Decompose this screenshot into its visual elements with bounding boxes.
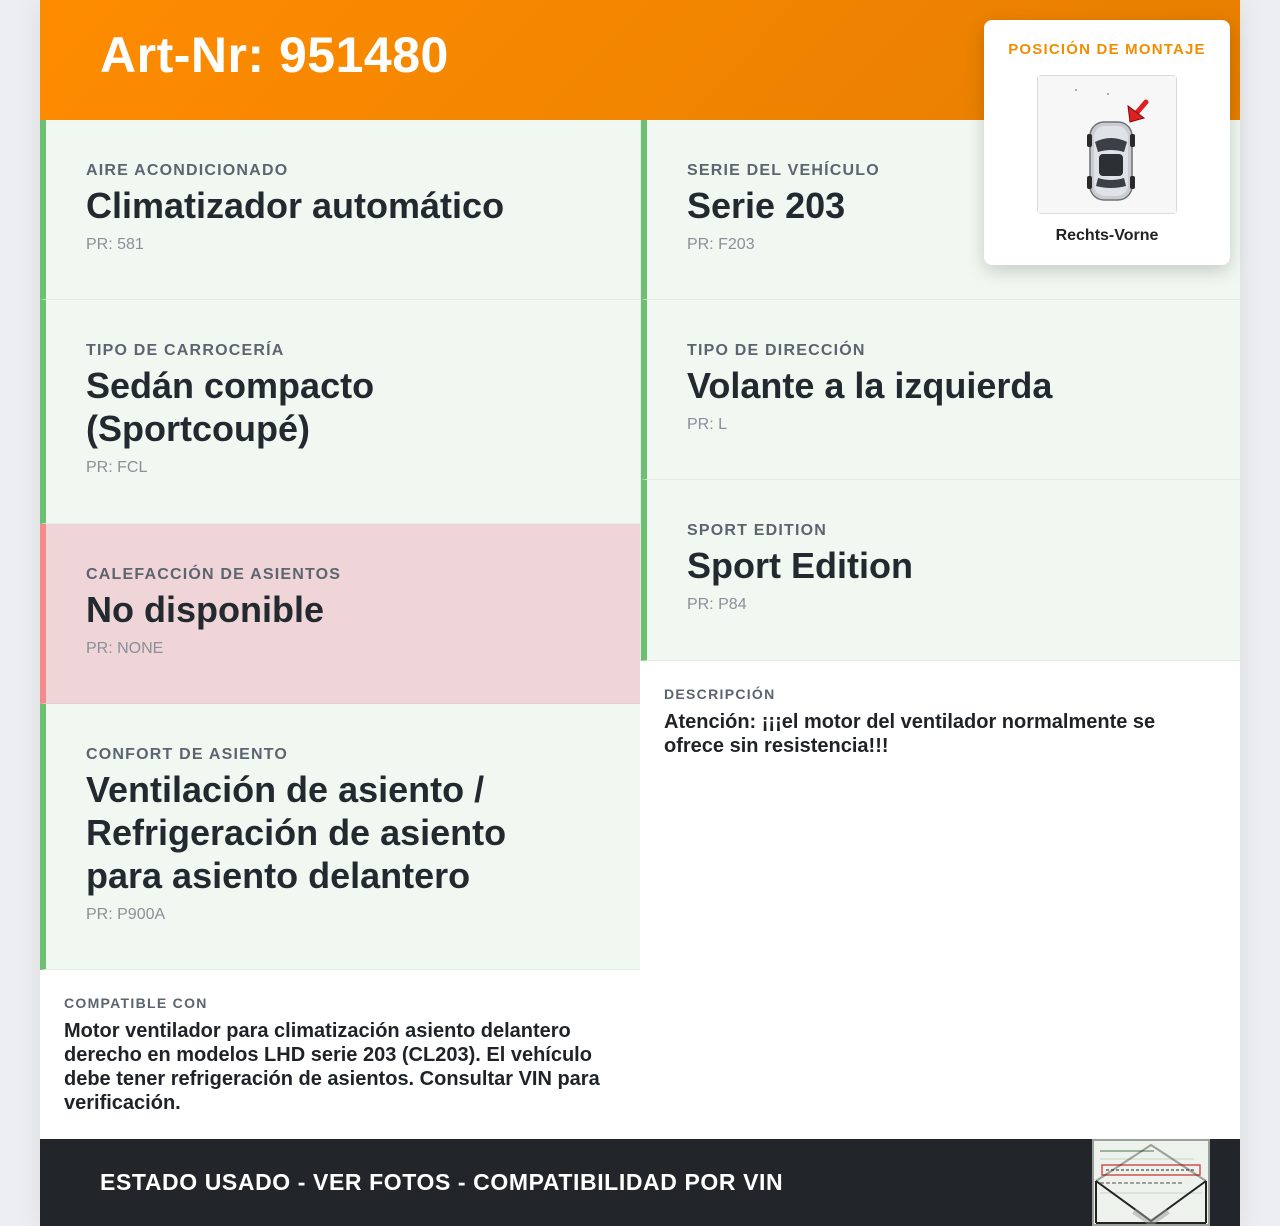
attr-pr-code: PR: NONE — [86, 640, 164, 657]
attr-label: CALEFACCIÓN DE ASIENTOS — [86, 566, 342, 583]
attr-confort-asiento — [40, 704, 640, 970]
footer-bar — [40, 1139, 1240, 1226]
attr-pr-code: PR: 581 — [86, 236, 144, 253]
attr-label: SPORT EDITION — [687, 522, 828, 539]
attr-sport-edition — [641, 480, 1240, 661]
attr-pr-code: PR: L — [687, 416, 728, 433]
attr-label: AIRE ACONDICIONADO — [86, 162, 289, 179]
mounting-position-title: POSICIÓN DE MONTAJE — [1008, 41, 1206, 58]
attr-value: Climatizador automático — [86, 185, 505, 226]
attr-tipo-direccion — [641, 300, 1240, 480]
car-diagram — [1038, 76, 1176, 213]
attr-aire-acondicionado — [40, 120, 640, 300]
compatible-section — [40, 995, 640, 1115]
footer-text: ESTADO USADO - VER FOTOS - COMPATIBILIDAD POR VIN — [100, 1169, 784, 1195]
compatible-text: Motor ventilador para climatización asiento delantero derecho en modelos LHD serie 203 (CL203). El vehículo debe tener refrigeración de asientos. Consultar VIN para verificación. — [64, 1020, 600, 1114]
attr-value: No disponible — [86, 589, 324, 630]
attr-pr-code: PR: P84 — [687, 596, 747, 613]
vehicle-document-thumbnail-icon[interactable] — [1092, 1139, 1210, 1226]
attr-label: SERIE DEL VEHÍCULO — [687, 162, 880, 179]
attr-pr-code: PR: F203 — [687, 236, 755, 253]
mounting-position-value: Rechts-Vorne — [1055, 227, 1159, 244]
attr-value: Sport Edition — [687, 545, 913, 586]
attr-value: Sedán compacto (Sportcoupé) — [86, 365, 375, 449]
document-envelope-icon — [1094, 1141, 1208, 1224]
left-attribute-column — [40, 120, 640, 970]
attr-label: TIPO DE CARROCERÍA — [86, 342, 285, 359]
attr-value: Volante a la izquierda — [687, 365, 1053, 406]
attr-calefaccion-asientos — [40, 524, 640, 704]
attr-label: CONFORT DE ASIENTO — [86, 746, 289, 763]
attr-pr-code: PR: FCL — [86, 459, 148, 476]
compatible-label: COMPATIBLE CON — [64, 995, 208, 1011]
attr-value: Serie 203 — [687, 185, 846, 226]
description-label: DESCRIPCIÓN — [664, 686, 776, 702]
mounting-position-panel — [984, 20, 1230, 265]
car-top-view-icon[interactable] — [1037, 75, 1177, 214]
description-section — [640, 686, 1240, 758]
attr-label: TIPO DE DIRECCIÓN — [687, 342, 866, 359]
attr-pr-code: PR: P900A — [86, 906, 166, 923]
attr-tipo-carroceria — [40, 300, 640, 524]
article-number-title: Art-Nr: 951480 — [100, 27, 449, 83]
description-text: Atención: ¡¡¡el motor del ventilador normalmente se ofrece sin resistencia!!! — [664, 711, 1156, 757]
attr-value: Ventilación de asiento / Refrigeración de asiento para asiento delantero — [86, 769, 507, 896]
